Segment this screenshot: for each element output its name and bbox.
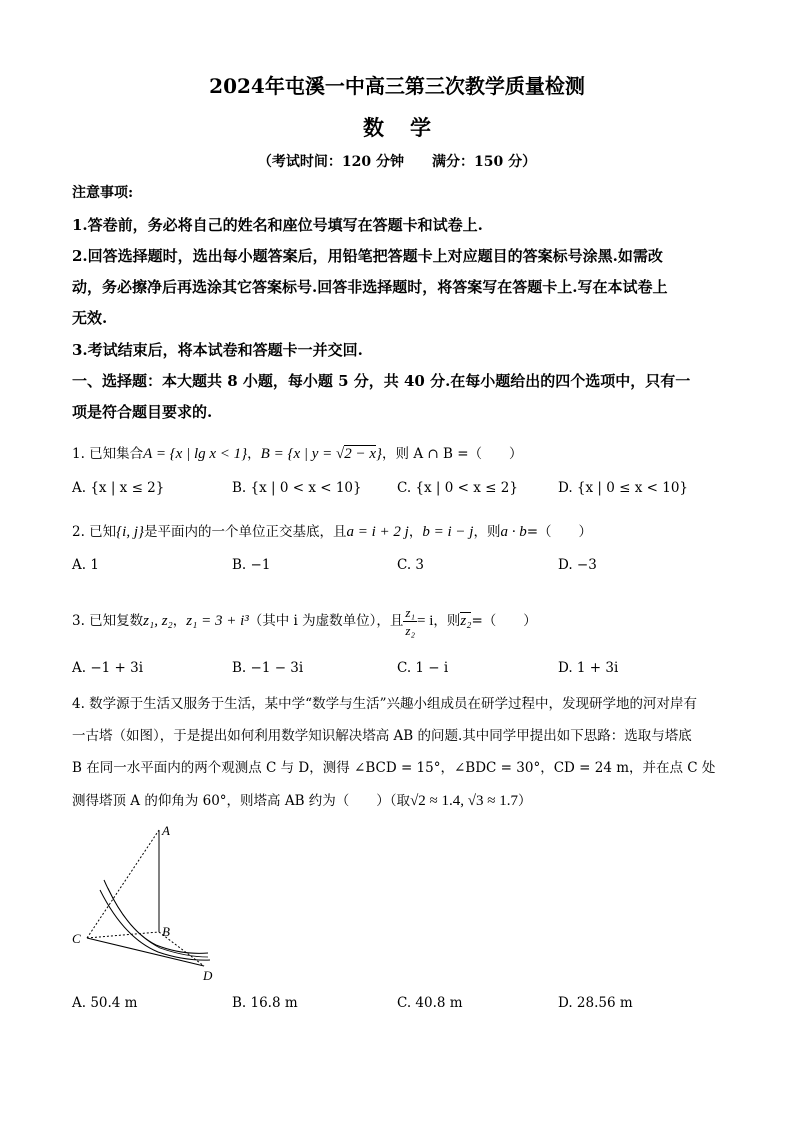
set-b: B = {x | y = √2 − x} [260,446,383,462]
q3-option-b: B. −1 − 3i [232,660,304,676]
exam-time: （考试时间：120 分钟 [257,154,404,170]
line-cb [87,932,159,938]
line-ca [87,830,159,938]
line-cd [87,938,204,966]
sqrt-sign: √ [336,446,345,462]
notes-item-3: 3.考试结束后，将本试卷和答题卡一并交回. [72,341,363,359]
q2-option-c: C. 3 [397,557,425,573]
question-3: 3. 已知复数z₁, z₂，z₁ = 3 + i³（其中 i 为虚数单位），且 $\frac{\text{z₁}}{\text{z₂}}$ = i，则z₂=（ ） [72,605,537,638]
notes-item-2-line-1: 2.回答选择题时，选出每小题答案后，用铅笔把答题卡上对应题目的答案标号涂黑.如需改 [72,247,663,265]
q1-option-a: A. {x | x ≤ 2} [72,480,165,496]
section-1-line-1: 一、选择题：本大题共 8 小题，每小题 5 分，共 40 分.在每小题给出的四个选项中，只有一 [72,372,691,390]
label-d: D [203,968,213,983]
full-score: 满分：150 分） [432,154,537,170]
notes-item-2-line-3: 无效. [72,309,108,327]
notes-item-1: 1.答卷前，务必将自己的姓名和座位号填写在答题卡和试卷上. [72,216,483,234]
notes-heading: 注意事项: [72,185,134,201]
q4-option-b: B. 16.8 m [232,995,298,1011]
river-bank-1 [104,880,208,953]
q4-option-a: A. 50.4 m [72,995,138,1011]
question-2: 2. 已知{i, j}是平面内的一个单位正交基底，且a = i + 2 j，b = i − j，则a · b=（ ） [72,524,593,540]
q3-option-c: C. 1 − i [397,660,449,676]
q4-option-c: C. 40.8 m [397,995,463,1011]
label-c: C [72,931,81,946]
set-a: A = {x | lg x < 1} [143,446,248,462]
q3-option-a: A. −1 + 3i [72,660,144,676]
question-1: 1. 已知集合A = {x | lg x < 1}，B = {x | y = √2 − x}，则 A ∩ B =（ ） [72,446,523,462]
question-4-line-4: 测得塔顶 A 的仰角为 60°，则塔高 AB 约为（ ）（取√2 ≈ 1.4, √3 ≈ 1.7） [72,793,532,809]
q2-option-d: D. −3 [558,557,597,573]
fraction-z1-z2: $\frac{\text{z₁}}{\text{z₂}}$ [405,605,415,638]
q1-option-b: B. {x | 0 < x < 10} [232,480,362,496]
section-1-line-2: 项是符合题目要求的. [72,403,213,421]
question-4-line-2: 一古塔（如图），于是提出如何利用数学知识解决塔高 AB 的问题.其中同学甲提出如下思路：选取与塔底 [72,728,692,744]
q1-option-d: D. {x | 0 ≤ x < 10} [558,480,689,496]
q2-option-b: B. −1 [232,557,271,573]
notes-item-2-line-2: 动，务必擦净后再选涂其它答案标号.回答非选择题时，将答案写在答题卡上.写在本试卷上 [72,278,668,296]
q2-option-a: A. 1 [72,557,99,573]
q3-option-d: D. 1 + 3i [558,660,619,676]
exam-info [0,151,794,171]
question-4-line-1: 4. 数学源于生活又服务于生活，某中学“数学与生活”兴趣小组成员在研学过程中，发现研学地的河对岸有 [72,696,697,712]
tower-figure [66,820,226,990]
question-4-line-3: B 在同一水平面内的两个观测点 C 与 D，测得 ∠BCD = 15°，∠BDC = 30°，CD = 24 m，并在点 C 处 [72,760,716,776]
subject-title: 数学 [363,115,457,140]
river-bank-2 [100,890,210,960]
conjugate-z2: z₂ [460,613,472,629]
exam-title: 2024年屯溪一中高三第三次教学质量检测 [209,74,585,98]
label-a: A [162,823,170,838]
q1-option-c: C. {x | 0 < x ≤ 2} [397,480,518,496]
q4-option-d: D. 28.56 m [558,995,633,1011]
label-b: B [162,924,170,939]
